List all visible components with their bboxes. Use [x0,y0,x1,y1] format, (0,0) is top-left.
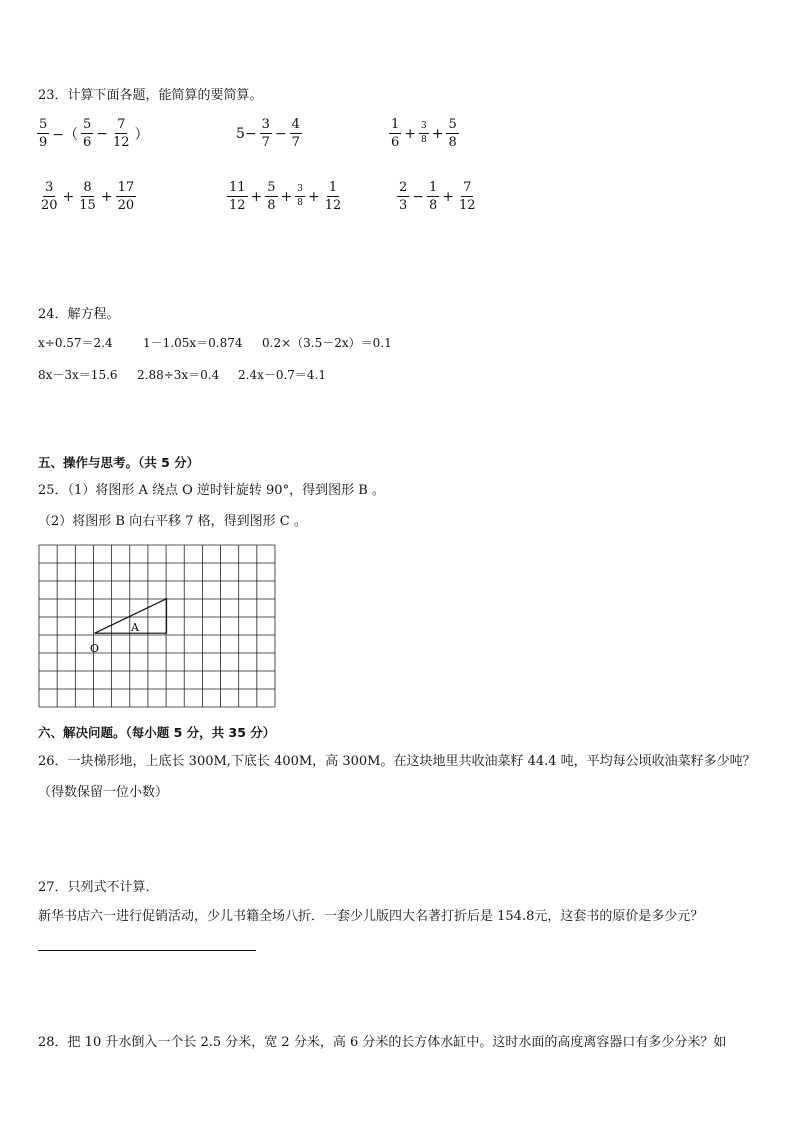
fraction: $\frac{1}{6}$ [391,117,400,150]
equation: 1－1.05x＝0.874 [143,336,243,350]
label-o: O [90,642,100,655]
q23-expr-3 [388,118,460,149]
fraction: $\frac{1}{12}$ [324,180,342,213]
equation: 2.88÷3x＝0.4 [137,368,220,382]
fraction: $\frac{7}{12}$ [459,180,476,213]
q25-line1: 25．（1）将图形 A 绕点 O 逆时针旋转 90°，得到图形 B 。 [38,483,385,498]
fraction: $\frac{4}{7}$ [291,117,300,150]
fraction: $\frac{5}{8}$ [267,180,276,213]
q27-line2: 新华书店六一进行促销活动，少儿书籍全场八折．一套少儿版四大名著打折后是 154.8元，这套书的原价是多少元？ [38,909,704,924]
q25-line2: （2）将图形 B 向右平移 7 格，得到图形 C 。 [38,514,307,529]
operator: ） [134,126,149,143]
q23-expr-2 [234,118,303,149]
grid-figure [38,544,276,708]
section-heading: 五、操作与思考。（共 5 分） [38,455,200,470]
label-a: A [131,621,139,634]
q23-expr-6 [396,181,479,212]
fraction: $\frac{7}{12}$ [113,117,130,150]
operator: + [404,125,417,142]
operator: + [250,188,263,205]
fraction: $\frac{3}{8}$ [421,121,427,145]
q26-line2: （得数保留一位小数） [38,785,169,800]
section-heading: 六、解决问题。（每小题 5 分，共 35 分） [38,725,276,740]
fraction: $\frac{11}{12}$ [229,180,246,213]
equation: 8x－3x＝15.6 [38,368,118,382]
operator: −（ [52,126,79,143]
operator: 5− [236,125,257,142]
operator: + [308,188,320,205]
fraction: $\frac{2}{3}$ [399,180,408,213]
q23-expr-4 [38,181,137,212]
fraction: $\frac{3}{8}$ [297,184,304,208]
fraction: $\frac{3}{20}$ [41,180,58,213]
equation: 2.4x－0.7＝4.1 [238,368,327,382]
operator: + [431,125,444,142]
operator: + [280,188,293,205]
operator: − [412,188,425,205]
fraction: $\frac{1}{8}$ [429,180,438,213]
operator: + [100,188,113,205]
operator: − [96,125,109,142]
operator: + [62,188,75,205]
fraction: $\frac{3}{7}$ [261,117,270,150]
fraction: $\frac{5}{8}$ [448,117,457,150]
fraction: $\frac{17}{20}$ [117,180,135,213]
fraction: $\frac{8}{15}$ [79,180,96,213]
fraction: $\frac{5}{9}$ [39,117,48,150]
q23-expr-1 [36,118,151,149]
q28-line1: 28．把 10 升水倒入一个长 2.5 分米，宽 2 分米，高 6 分米的长方体水缸中。这时水面的高度离容器口有多少分米？如 [38,1035,727,1050]
operator: + [442,188,455,205]
equation: 0.2×（3.5－2x）＝0.1 [262,336,392,350]
fraction: $\frac{5}{6}$ [83,117,92,150]
q23-title: 23．计算下面各题，能简算的要简算。 [38,88,263,103]
q26-line1: 26．一块梯形地，上底长 300M,下底长 400M，高 300M。在这块地里共收油菜籽 44.4 吨，平均每公顷收油菜籽多少吨？ [38,754,756,769]
q27-line1: 27．只列式不计算． [38,880,159,895]
q23-expr-5 [226,181,344,212]
operator: − [274,125,287,142]
equation: x÷0.57＝2.4 [38,336,113,350]
q24-title: 24．解方程。 [38,307,120,322]
answer-line [38,950,256,951]
